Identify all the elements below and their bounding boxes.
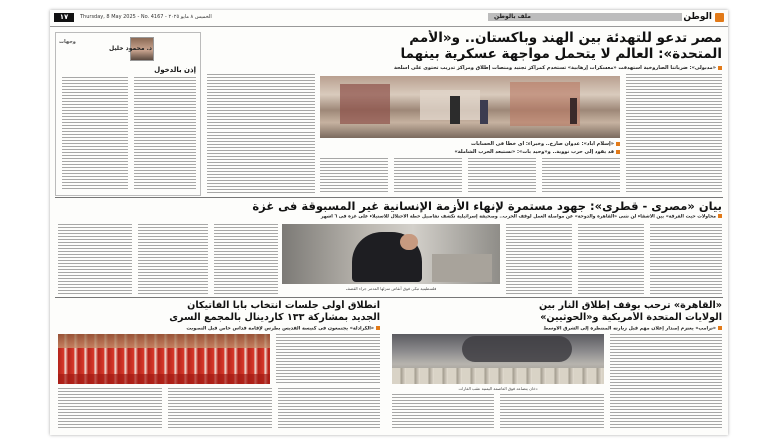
section-banner: ملف بالوطن bbox=[488, 13, 682, 21]
gaza-photo bbox=[282, 224, 500, 284]
pope-headline-line2: الجديد بمشاركة ١٣٣ كاردينال بالمجمع السرى bbox=[169, 312, 380, 323]
page-header bbox=[50, 10, 728, 27]
gaza-text-col1 bbox=[58, 224, 132, 294]
pope-text-col4 bbox=[278, 388, 380, 428]
page-number: ١٧ bbox=[54, 13, 74, 22]
lead-caption-line2: قد يقود إلى حرب نووية.. و«وحيد بات»: «نستبعد الحرب الشاملة» bbox=[360, 149, 620, 155]
pope-text-col2 bbox=[58, 388, 162, 428]
lead-text-col4 bbox=[468, 158, 536, 194]
houthi-headline-line1: «القاهرة» ترحب بوقف إطلاق النار بين bbox=[538, 300, 722, 311]
pope-headline-line1: انطلاق أولى جلسات انتخاب بابا الفاتيكان bbox=[187, 300, 380, 311]
logo-mark-icon bbox=[715, 13, 724, 22]
column-text-left bbox=[62, 77, 128, 189]
houthi-text-col2 bbox=[392, 394, 494, 428]
lead-text-col1b bbox=[207, 132, 315, 194]
lead-text-col-right bbox=[626, 74, 722, 192]
lead-text-col2 bbox=[320, 158, 388, 194]
gaza-subhead: محاولات حيث الفرقة» بين الأشقاء لن تثنى «القاهرة والدوحة» عن مواصلة العمل لوقف الحرب.. وصحيفة إسرائيلية تكشف تفاصيل خطة الاحتلال للاستيلاء على غزة فى ٦ أشهر bbox=[56, 214, 722, 220]
gaza-text-col5 bbox=[578, 224, 644, 294]
gaza-text-col2 bbox=[138, 224, 208, 294]
column-author: د. محمود خليل bbox=[108, 45, 152, 52]
opinion-column bbox=[55, 32, 201, 196]
lead-text-col1 bbox=[207, 74, 315, 129]
houthi-subhead: «ترامب» يعتزم إصدار إعلان مهم قبل زيارته المنتظرة إلى الشرق الأوسط bbox=[392, 326, 722, 332]
pope-subhead: «الكرادلة» يجتمعون فى كنيسة القديس بطرس لإقامة قداس خاص قبل التصويت bbox=[58, 326, 380, 332]
column-text-right bbox=[134, 77, 196, 189]
pope-text-col3 bbox=[168, 388, 272, 428]
pope-text-col1 bbox=[276, 334, 380, 384]
lead-headline-line1: مصر تدعو للتهدئة بين الهند وباكستان.. و«الأمم bbox=[409, 30, 722, 46]
houthi-text-col3 bbox=[500, 394, 604, 428]
houthi-photo bbox=[392, 334, 604, 384]
newspaper-logo bbox=[683, 12, 724, 22]
newspaper-page bbox=[50, 10, 728, 435]
logo-text: الوطن bbox=[683, 12, 712, 22]
houthi-headline-line2: الولايات المتحدة الأمريكية و«الحوثيين» bbox=[540, 312, 722, 323]
divider-1 bbox=[55, 197, 723, 198]
lead-headline-line2: المتحدة»: العالم لا يتحمل مواجهة عسكرية بينهما bbox=[400, 46, 722, 62]
lead-subhead: «مدبولى»: ضرباتنا الصاروخية استهدفت «معسكرات إرهابية» تستخدم كمراكز تجنيد ومنصات إطلاق ومراكز تدريب تحتوى على أسلحة bbox=[202, 65, 722, 71]
divider-2 bbox=[55, 297, 723, 298]
houthi-caption: دخان يتصاعد فوق العاصمة اليمنية عقب الغارات bbox=[458, 386, 538, 391]
gaza-text-col3 bbox=[214, 224, 278, 294]
lead-text-col5 bbox=[542, 158, 620, 194]
lead-photo bbox=[320, 76, 620, 138]
gaza-text-col4 bbox=[506, 224, 572, 294]
issue-date: الخميس ٨ مايو ٢٠٢٥ - Thursday, 8 May 2025 - No. 4167 bbox=[80, 14, 212, 20]
gaza-caption: فلسطينية تبكى فوق أنقاض منزلها المدمر جراء القصف bbox=[345, 286, 437, 291]
houthi-text-col1 bbox=[610, 334, 722, 428]
lead-text-col3 bbox=[394, 158, 462, 194]
column-title: إذن بالدخول bbox=[154, 66, 196, 74]
pope-photo bbox=[58, 334, 270, 384]
gaza-text-col6 bbox=[650, 224, 722, 294]
column-tag: وجهات bbox=[59, 39, 76, 45]
gaza-headline: بيان «مصرى - قطرى»: جهود مستمرة لإنهاء الأزمة الإنسانية غير المسبوقة فى غزة bbox=[252, 199, 722, 213]
lead-caption-line1: «إسلام آباد»: عدوان صارخ.. وخبراء: أى خطأ فى الحسابات bbox=[360, 141, 620, 147]
